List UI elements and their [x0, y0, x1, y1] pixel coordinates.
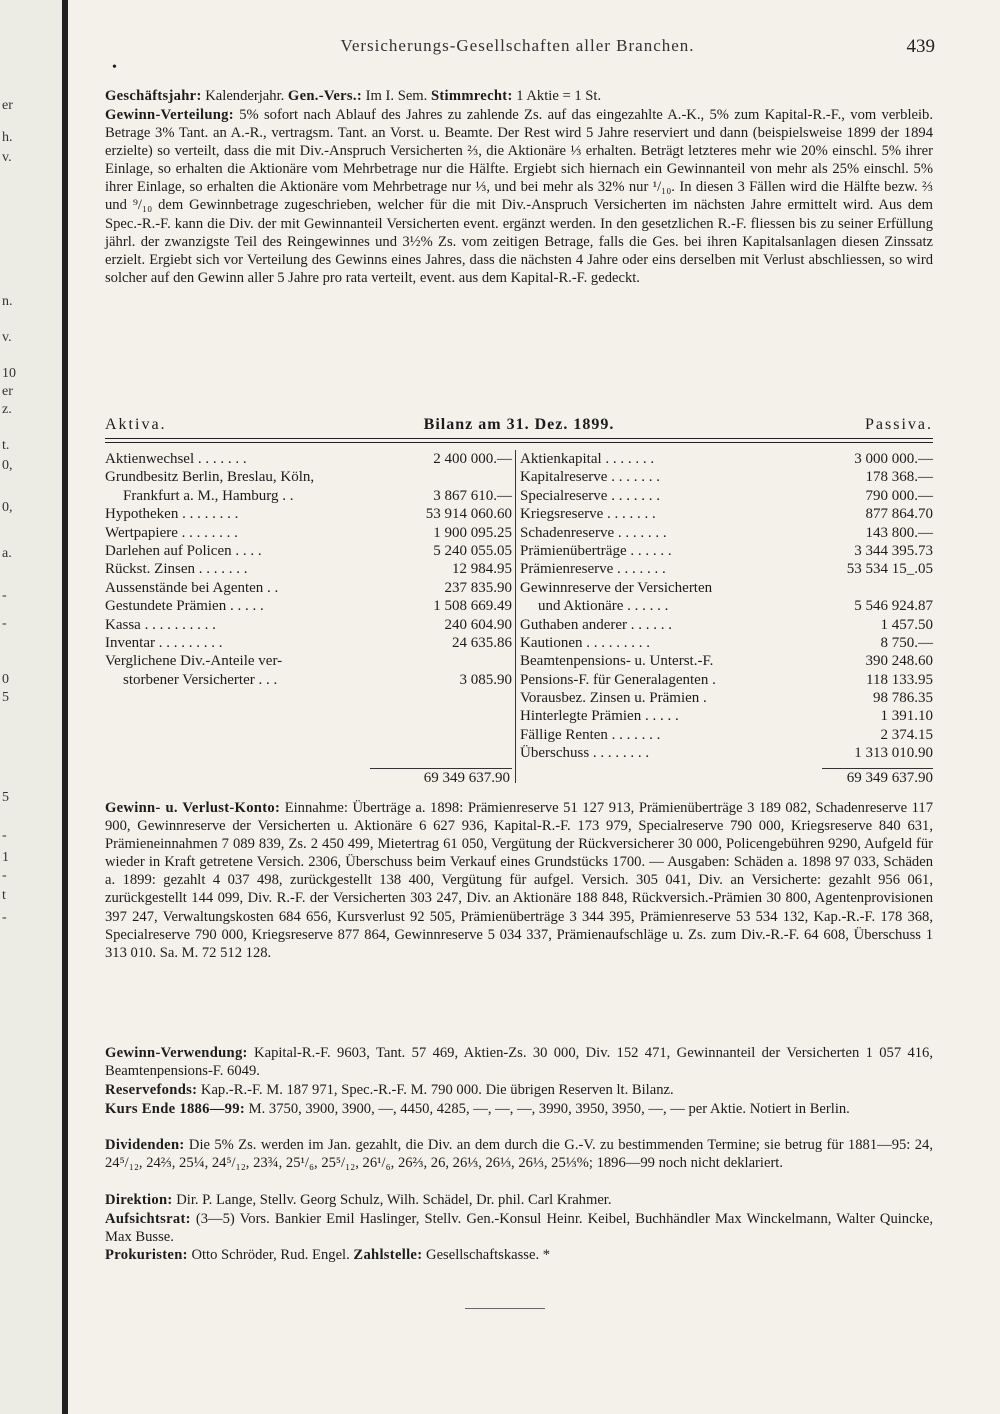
aktiva-item-value: 240 604.90 — [444, 616, 512, 633]
aktiva-item-value: 1 900 095.25 — [433, 524, 512, 541]
passiva-row — [520, 487, 933, 505]
direktion-text: Dir. P. Lange, Stellv. Georg Schulz, Wilh. Schädel, Dr. phil. Carl Krahmer. — [172, 1192, 612, 1208]
passiva-total-rule — [822, 768, 933, 769]
passiva-row — [520, 542, 933, 560]
passiva-item-value — [821, 579, 933, 597]
aktiva-item-value — [402, 468, 512, 486]
kurs-section — [105, 1100, 933, 1118]
margin-fragment: 5 — [2, 690, 9, 705]
passiva-item-value: 5 546 924.87 — [854, 598, 933, 615]
passiva-item-value: 1 457.50 — [880, 616, 933, 633]
page-header — [100, 36, 935, 60]
margin-fragment: t. — [2, 438, 10, 453]
margin-fragment: - — [2, 588, 7, 603]
end-rule — [465, 1308, 545, 1309]
margin-fragment: 10 — [2, 366, 16, 381]
passiva-item-name: Prämienüberträge . . . . . . — [520, 542, 672, 559]
aktiva-label: Aktiva. — [105, 416, 167, 433]
aktiva-item-value: 1 508 669.49 — [433, 598, 512, 615]
bilanz-header — [105, 416, 933, 438]
passiva-row — [520, 560, 933, 578]
passiva-item-value: 8 750.— — [880, 634, 933, 651]
passiva-item-name: Guthaben anderer . . . . . . — [520, 616, 673, 633]
prokuristen-section — [105, 1246, 933, 1264]
passiva-item-value: 2 374.15 — [880, 726, 933, 743]
aktiva-item-name: Grundbesitz Berlin, Breslau, Köln, — [105, 469, 315, 486]
aktiva-row — [105, 579, 512, 597]
passiva-table — [520, 450, 933, 763]
passiva-row — [520, 744, 933, 762]
passiva-item-value: 143 800.— — [865, 524, 933, 541]
passiva-row — [520, 689, 933, 707]
bilanz-rule-top — [105, 438, 933, 439]
aktiva-item-name: Gestundete Prämien . . . . . — [105, 598, 264, 615]
bilanz-title: Bilanz am 31. Dez. 1899. — [423, 416, 615, 433]
aktiva-row — [105, 560, 512, 578]
passiva-row — [520, 726, 933, 744]
guv-label: Gewinn- u. Verlust-Konto: — [105, 800, 281, 816]
stimmrecht-label: Stimmrecht: — [430, 88, 513, 104]
zahlstelle-text: Gesellschaftskasse. * — [422, 1247, 551, 1263]
bilanz-column-divider — [515, 450, 516, 783]
aktiva-item-name: storbener Versicherter . . . — [123, 671, 278, 688]
genvers-text: Im I. Sem. — [362, 88, 431, 104]
passiva-item-value: 118 133.95 — [866, 671, 933, 688]
passiva-row — [520, 450, 933, 468]
gewinn-verteilung-label: Gewinn-Verteilung: — [105, 107, 234, 123]
margin-fragment: a. — [2, 546, 12, 561]
margin-fragment: - — [2, 616, 7, 631]
reservefonds-label: Reservefonds: — [105, 1082, 198, 1098]
aktiva-row — [105, 542, 512, 560]
aktiva-item-name: Frankfurt a. M., Hamburg . . — [123, 487, 294, 504]
aktiva-row — [105, 450, 512, 468]
aktiva-item-name: Aktienwechsel . . . . . . . — [105, 451, 247, 467]
passiva-item-name: Prämienreserve . . . . . . . — [520, 561, 666, 578]
passiva-item-name: Specialreserve . . . . . . . — [520, 487, 660, 504]
passiva-item-name: Beamtenpensions- u. Unterst.-F. — [520, 653, 714, 670]
aktiva-item-value: 24 635.86 — [452, 634, 512, 651]
passiva-row — [520, 634, 933, 652]
reservefonds-section — [105, 1081, 933, 1099]
margin-fragment: 1 — [2, 850, 9, 865]
aktiva-item-value: 2 400 000.— — [433, 451, 512, 467]
passiva-row — [520, 652, 933, 670]
margin-fragment: er — [2, 98, 13, 113]
genvers-label: Gen.-Vers.: — [287, 88, 363, 104]
passiva-item-value: 53 534 15_.05 — [846, 561, 933, 578]
aktiva-item-value: 5 240 055.05 — [433, 542, 512, 559]
margin-fragment: er — [2, 384, 13, 399]
gewinn-verwendung-label: Gewinn-Verwendung: — [105, 1045, 248, 1061]
margin-fragment: - — [2, 868, 7, 883]
dividenden-text: Die 5% Zs. werden im Jan. gezahlt, die Div. an dem durch die G.-V. zu bestimmenden Termine; sie betrug für 1881—95: 24, 24⁵/₁₂, 24⅔, 25¼, 24⁵/₁₂, 23¾, 25¹/₆, 25⁵/₁₂, 26¹/₆, 26⅔, 26, 26⅓, 26⅓, 26⅓, 25⅓%; 1896—99 noch nicht deklariert. — [105, 1137, 933, 1172]
margin-fragment: v. — [2, 150, 12, 165]
running-title: Versicherungs-Gesellschaften aller Branchen. — [340, 36, 695, 55]
aktiva-row — [105, 468, 512, 486]
aktiva-row — [105, 505, 512, 523]
dividenden-section — [105, 1136, 933, 1172]
passiva-label: Passiva. — [865, 416, 933, 433]
passiva-item-name: Gewinnreserve der Versicherten — [520, 579, 713, 596]
aktiva-item-name: Kassa . . . . . . . . . . — [105, 616, 216, 633]
passiva-item-name: Schadenreserve . . . . . . . — [520, 524, 667, 541]
reservefonds-text: Kap.-R.-F. M. 187 971, Spec.-R.-F. M. 790 000. Die übrigen Reserven lt. Bilanz. — [197, 1082, 674, 1098]
aktiva-total-rule — [370, 768, 512, 769]
passiva-item-value: 390 248.60 — [865, 653, 933, 670]
passiva-item-name: Pensions-F. für Generalagenten . — [520, 671, 716, 688]
margin-fragment: - — [2, 828, 7, 843]
aktiva-row — [105, 524, 512, 542]
direktion-label: Direktion: — [105, 1192, 173, 1208]
stimmrecht-text: 1 Aktie = 1 St. — [512, 88, 602, 104]
margin-fragment: 5 — [2, 790, 9, 805]
passiva-item-value: 1 313 010.90 — [854, 745, 933, 762]
passiva-row — [520, 468, 933, 486]
margin-fragment: 0 — [2, 672, 9, 687]
aktiva-item-value: 3 085.90 — [459, 671, 512, 688]
kurs-text: M. 3750, 3900, 3900, —, 4450, 4285, —, —, —, 3990, 3950, 3950, —, — per Aktie. Notiert in Berlin. — [245, 1101, 850, 1117]
zahlstelle-label: Zahlstelle: — [353, 1247, 423, 1263]
passiva-item-name: Fällige Renten . . . . . . . — [520, 726, 661, 743]
passiva-item-value: 877 864.70 — [865, 506, 933, 523]
bullet-mark: • — [112, 60, 117, 75]
aktiva-item-name: Inventar . . . . . . . . . — [105, 634, 223, 651]
passiva-item-value: 790 000.— — [865, 487, 933, 504]
passiva-total: 69 349 637.90 — [846, 770, 933, 786]
dividenden-label: Dividenden: — [105, 1137, 185, 1153]
passiva-item-value: 98 786.35 — [873, 690, 933, 707]
passiva-item-value: 3 000 000.— — [854, 451, 933, 467]
aktiva-row — [105, 597, 512, 615]
page-number: 439 — [906, 36, 935, 57]
prokuristen-text: Otto Schröder, Rud. Engel. — [187, 1247, 354, 1263]
bilanz-rule-top-2 — [105, 442, 933, 443]
aktiva-item-name: Hypotheken . . . . . . . . — [105, 506, 239, 523]
aktiva-item-value: 12 984.95 — [452, 561, 512, 578]
geschaeftsjahr-section — [105, 87, 933, 105]
aktiva-row — [105, 616, 512, 634]
aktiva-item-name: Verglichene Div.-Anteile ver- — [105, 653, 283, 670]
margin-fragment: - — [2, 910, 7, 925]
aktiva-item-name: Darlehen auf Policen . . . . — [105, 542, 262, 559]
passiva-item-name: Kautionen . . . . . . . . . — [520, 634, 650, 651]
margin-fragment: 0, — [2, 500, 13, 515]
passiva-item-name: und Aktionäre . . . . . . — [538, 598, 669, 615]
aktiva-row — [105, 487, 512, 505]
passiva-item-name: Hinterlegte Prämien . . . . . — [520, 708, 679, 725]
aktiva-item-name: Aussenstände bei Agenten . . — [105, 579, 279, 596]
margin-fragment: z. — [2, 402, 12, 417]
aktiva-row — [105, 671, 512, 689]
passiva-row — [520, 671, 933, 689]
aktiva-row — [105, 634, 512, 652]
prokuristen-label: Prokuristen: — [105, 1247, 188, 1263]
gewinn-verteilung-section — [105, 106, 933, 287]
geschaeftsjahr-text: Kalenderjahr. — [201, 88, 288, 104]
margin-fragment: v. — [2, 330, 12, 345]
kurs-label: Kurs Ende 1886—99: — [105, 1101, 246, 1117]
aktiva-item-name: Rückst. Zinsen . . . . . . . — [105, 561, 248, 578]
aktiva-item-value: 3 867 610.— — [433, 487, 512, 504]
passiva-item-name: Kapitalreserve . . . . . . . — [520, 469, 660, 486]
passiva-row — [520, 616, 933, 634]
margin-fragment: t — [2, 888, 6, 903]
guv-section — [105, 799, 933, 962]
guv-text: Einnahme: Überträge a. 1898: Prämienreserve 51 127 913, Prämienüberträge 3 189 082, Schadenreserve 117 900, Gewinnreserve der Versicherten u. Aktionäre 6 627 936, Kapital-R.-F. 173 979, Specialreserve 790 000, Kriegsreserve 840 631, Prämieneinnahmen 7 089 839, Zs. 2 450 499, Mietertrag 61 050, Vergütung der Rückversicherer 30 000, Policengebühren 9290, Aufgeld für wieder in Kraft getretene Versich. 2306, Überschuss beim Verkauf eines Grundstücks 1700. — Ausgaben: Schäden a. 1898 97 033, Schäden a. 1899: gezahlt 4 037 498, zurückgestellt 138 400, Vergütung für aufgel. Versich. 305 041, Div. an Versicherte: gezahlt 956 061, zurückgestellt 144 099, Div. R.-F. der Versicherten 303 247, Div. an Aktionäre 188 848, Rückversich.-Prämien 30 800, Agentenprovisionen 397 247, Verwaltungskosten 684 656, Kursverlust 92 505, Prämienüberträge 3 344 395, Prämienreserve 53 534 132, Kap.-R.-F. 178 368, Specialreserve 790 000, Kriegsreserve 877 864, Gewinnreserve 5 034 337, Prämienaufschläge u. Zs. zum Div.-R.-F. 64 608, Überschuss 1 313 010. Sa. M. 72 512 128. — [105, 800, 933, 961]
passiva-item-name: Vorausbez. Zinsen u. Prämien . — [520, 690, 707, 707]
margin-fragment: n. — [2, 294, 13, 309]
passiva-row — [520, 579, 933, 597]
margin-fragment: 0, — [2, 458, 13, 473]
gewinn-verwendung-section — [105, 1044, 933, 1080]
geschaeftsjahr-label: Geschäftsjahr: — [105, 88, 202, 104]
gewinn-verteilung-text: 5% sofort nach Ablauf des Jahres zu zahlende Zs. auf das eingezahlte A.-K., 5% zum Kapital-R.-F., vom verbleib. Betrage 3% Tant. an A.-R., vertragsm. Tant. an Vorst. u. Beamte. Der Rest wird 5 Jahre reserviert und dann (beispielsweise 1899 der 1894 erzielte) so verteilt, dass die mit Div.-Anspruch Versicherten ⅔, die Aktionäre ⅓ erhalten. Beträgt letzteres mehr wie 20% einschl. 5% ihrer Einlage, so erhalten die Aktionäre vom Mehrbetrage nur die Hälfte. Ergiebt sich hiernach ein Gewinnanteil von mehr als 25% einschl. 5% ihrer Einlage, so erhalten die Aktionäre vom Mehrbetrage nur ⅓, und bei mehr als 32% nur ¹/₁₀. In diesen 3 Fällen wird die Hälfte bezw. ⅔ und ⁹/₁₀ dem Gewinnbetrage zugeschrieben, welcher für die mit Div.-Anspruch Versicherten im nächsten Jahre ermittelt wird. Aus dem Spec.-R.-F. kann die Div. der mit Gewinnanteil Versicherten event. ergänzt werden. In den gesetzlichen R.-F. fliessen bis zu seiner Erfüllung jährl. der zwanzigste Teil des Reingewinnes und 3½% Zs. vom zeitigen Betrage, falls die Ges. bei ihren Kapitalsanlagen diesen Zinssatz erzielt. Ergiebt sich vor Verteilung des Gewinns eines Jahres, dass die nächsten 4 Jahre oder eins derselben mit Verlust abschliessen, so wird solcher auf den Gewinn aller 5 Jahre pro rata verteilt, event. aus dem Kapital-R.-F. gedeckt. — [105, 107, 933, 286]
aufsichtsrat-section — [105, 1210, 933, 1246]
aufsichtsrat-label: Aufsichtsrat: — [105, 1211, 191, 1227]
aktiva-item-value — [402, 652, 512, 670]
passiva-row — [520, 524, 933, 542]
aufsichtsrat-text: (3—5) Vors. Bankier Emil Haslinger, Stellv. Gen.-Konsul Heinr. Keibel, Buchhändler Max Winckelmann, Walter Quincke, Max Busse. — [105, 1211, 933, 1246]
page-gutter-rule — [62, 0, 68, 1414]
passiva-item-name: Aktienkapital . . . . . . . — [520, 451, 655, 467]
aktiva-row — [105, 652, 512, 670]
aktiva-item-value: 237 835.90 — [444, 579, 512, 596]
passiva-row — [520, 505, 933, 523]
passiva-item-value: 178 368.— — [865, 469, 933, 486]
passiva-item-value: 3 344 395.73 — [854, 542, 933, 559]
margin-fragment: h. — [2, 130, 13, 145]
aktiva-item-value: 53 914 060.60 — [425, 506, 512, 523]
aktiva-item-name: Wertpapiere . . . . . . . . — [105, 524, 238, 541]
passiva-row — [520, 707, 933, 725]
passiva-item-name: Kriegsreserve . . . . . . . — [520, 506, 656, 523]
aktiva-total: 69 349 637.90 — [423, 770, 510, 786]
passiva-item-name: Überschuss . . . . . . . . — [520, 745, 650, 762]
passiva-item-value: 1 391.10 — [880, 708, 933, 725]
scan-left-margin — [0, 0, 62, 1414]
aktiva-table — [105, 450, 512, 689]
passiva-row — [520, 597, 933, 615]
gewinn-verwendung-text: Kapital-R.-F. 9603, Tant. 57 469, Aktien-Zs. 30 000, Div. 152 471, Gewinnanteil der Versicherten 1 057 416, Beamtenpensions-F. 6049. — [105, 1045, 933, 1080]
direktion-section — [105, 1191, 933, 1209]
